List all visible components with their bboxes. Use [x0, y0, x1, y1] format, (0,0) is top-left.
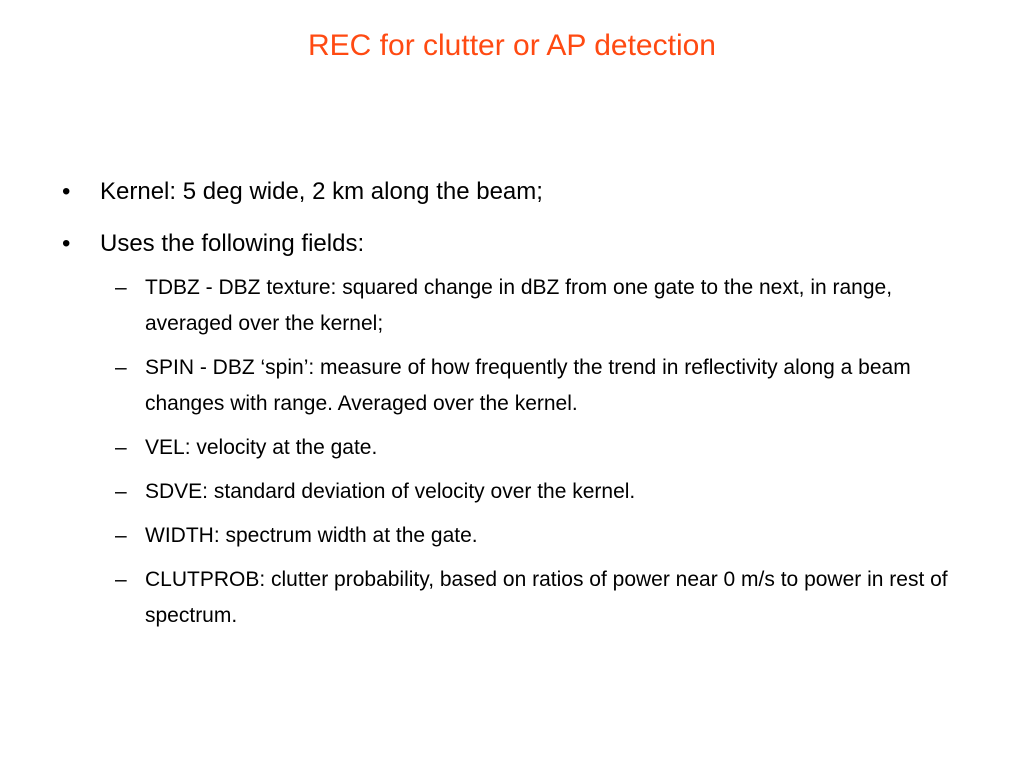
bullet-item-kernel [62, 174, 962, 210]
sub-bullet-vel [115, 430, 975, 466]
sub-bullet-text: SDVE: standard deviation of velocity over the kernel. [145, 480, 636, 503]
bullet-text: Kernel: 5 deg wide, 2 km along the beam; [100, 178, 543, 205]
sub-bullet-list [115, 270, 975, 642]
dash-marker: – [115, 480, 127, 503]
sub-bullet-tdbz [115, 270, 975, 342]
sub-bullet-width [115, 518, 975, 554]
sub-bullet-text: WIDTH: spectrum width at the gate. [145, 524, 478, 547]
dash-marker: – [115, 568, 127, 591]
dash-marker: – [115, 524, 127, 547]
bullet-marker: • [62, 178, 71, 205]
sub-bullet-sdve [115, 474, 975, 510]
bullet-marker: • [62, 230, 71, 257]
slide-title: REC for clutter or AP detection [308, 29, 716, 62]
dash-marker: – [115, 276, 127, 299]
sub-bullet-text: TDBZ - DBZ texture: squared change in dBZ from one gate to the next, in range, averaged over the kernel; [145, 276, 893, 335]
sub-bullet-text: VEL: velocity at the gate. [145, 436, 378, 459]
sub-bullet-clutprob [115, 562, 975, 634]
bullet-item-fields [62, 226, 962, 262]
bullet-text: Uses the following fields: [100, 230, 365, 257]
bullet-list [62, 174, 962, 278]
sub-bullet-text: CLUTPROB: clutter probability, based on ratios of power near 0 m/s to power in rest of spectrum. [145, 568, 948, 627]
dash-marker: – [115, 436, 127, 459]
sub-bullet-text: SPIN - DBZ ‘spin’: measure of how frequently the trend in reflectivity along a beam changes with range. Averaged over the kernel. [145, 356, 911, 415]
sub-bullet-spin [115, 350, 975, 422]
dash-marker: – [115, 356, 127, 379]
